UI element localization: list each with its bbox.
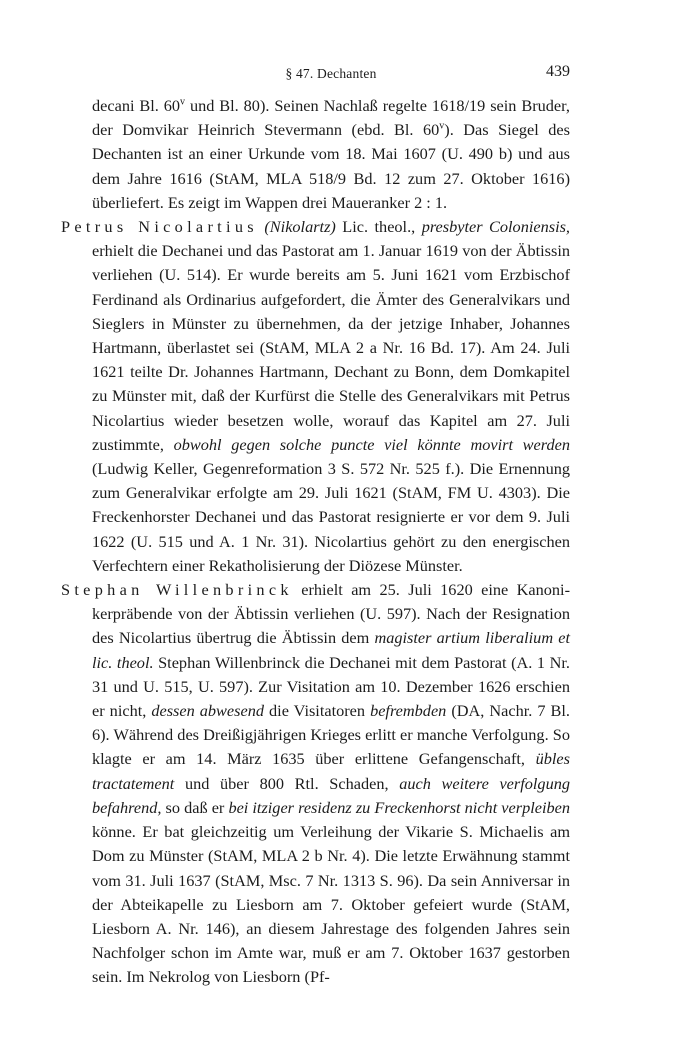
- text-run: so daß er: [161, 797, 229, 817]
- text-run: (Ludwig Keller, Gegenreformation 3 S. 572 Nr. 525 f.). Die Ernennung zum Generalvikar erfolgte am 29. Juli 1621 (StAM, FM U. 4303). Die Freckenhorster Dechanei und das Pastorat resignierte er vor dem 9. Juli 1622 (U. 515 und A. 1 Nr. 31). Nicolartius gehört zu den energischen Verfechtern einer Rekatholisierung der Diözese Münster.: [92, 459, 570, 575]
- superscript: v: [439, 120, 445, 132]
- text-run: Lic. theol.,: [335, 217, 422, 237]
- text-run: ). Das Siegel des Dechanten ist an einer Urkunde vom 18. Mai 1607 (U. 490 b) und aus dem Jahre 1616 (StAM, MLA 518/9 Bd. 12 zum 27. Oktober 1616) überliefert. Es zeigt im Wappen drei Maueranker 2 : 1.: [92, 120, 570, 212]
- italic-phrase: auch weitere verfolgung befahrend,: [92, 773, 570, 817]
- text-run: erhielt am 25. Juli 1620 eine Kanonikerpräbende von der Äbtissin verliehen (U. 597). Nach der Resignation des Nicolartius übertrug die Äbtissin dem: [92, 580, 570, 648]
- italic-phrase: bei itziger residenz zu Freckenhorst nicht verpleiben: [228, 797, 570, 817]
- superscript: v: [180, 96, 186, 108]
- italic-phrase: obwohl gegen solche puncte viel könnte movirt werden: [173, 434, 570, 454]
- text-run: die Visitatoren: [264, 701, 371, 721]
- entry-stephan-willenbrinck: [61, 578, 571, 989]
- text-run: Stephan Willenbrinck die Dechanei mit dem Pastorat (A. 1 Nr. 31 und U. 515, U. 597). Zur Visitation am 10. Dezember 1626 erschien er nicht,: [92, 652, 570, 721]
- text-run: (DA, Nachr. 7 Bl. 6). Während des Dreißigjährigen Krieges erlitt er manche Verfolgung. So klagte er am 14. März 1635 über erlittene Gefangenschaft,: [92, 701, 570, 769]
- text-run: erhielt die Dechanei und das Pastorat am 1. Januar 1619 von der Äbtissin verliehen (U. 514). Er wurde bereits am 5. Juni 1621 vom Erzbischof Ferdinand als Ordinarius aufgefordert, die Ämter des Generalvikars und Sieglers in Münster zu übernehmen, da der jetzige Inhaber, Johannes Hartmann, überlastet sei (StAM, MLA 2 a Nr. 16 Bd. 17). Am 24. Juli 1621 teilte Dr. Johannes Hartmann, Dechant zu Bonn, dem Domkapitel zu Münster mit, daß der Kurfürst die Stelle des Generalvikars mit Petrus Nicolartius wieder besetzen wolle, worauf das Kapitel am 27. Juli zustimmte,: [92, 241, 570, 454]
- italic-phrase: magister artium liberalium et lic. theol.: [92, 628, 571, 672]
- page-number: 439: [546, 63, 570, 80]
- person-name: Stephan Willenbrinck: [61, 580, 293, 600]
- text-run: und Bl. 80). Seinen Nachlaß regelte 1618/19 sein Bruder, der Domvikar Heinrich Stevermann (ebd. Bl. 60: [92, 96, 570, 140]
- entry-petrus-nicolartius: [61, 215, 570, 578]
- text-run: könne. Er bat gleichzeitig um Verleihung der Vikarie S. Michaelis am Dom zu Münster (StAM, MLA 2 b Nr. 4). Die letzte Erwähnung stammt vom 31. Juli 1637 (StAM, Msc. 7 Nr. 1313 S. 96). Da sein Anniversar in der Abteikapelle zu Liesborn am 7. Oktober gefeiert wurde (StAM, Liesborn A. Nr. 146), an diesem Jahrestage des folgenden Jahres sein Nachfolger schon im Amte war, muß er am 7. Oktober 1637 gestorben sein. Im Nekrolog von Liesborn (Pf-: [92, 822, 570, 987]
- text-run: decani Bl. 60: [92, 96, 181, 115]
- italic-phrase: übles tractatement: [92, 749, 570, 793]
- italic-phrase: befrembden: [370, 701, 447, 721]
- text-run: und über 800 Rtl. Schaden,: [174, 773, 400, 793]
- page-header: [92, 63, 570, 85]
- body-text: [61, 94, 571, 990]
- person-name: Petrus Nicolartius: [61, 217, 258, 237]
- italic-phrase: (Nikolartz): [264, 217, 336, 237]
- italic-phrase: presbyter Coloniensis,: [421, 217, 570, 237]
- paragraph-continuation: [92, 94, 570, 215]
- running-head: § 47. Dechanten: [285, 66, 377, 81]
- italic-phrase: dessen abwesend: [151, 701, 264, 721]
